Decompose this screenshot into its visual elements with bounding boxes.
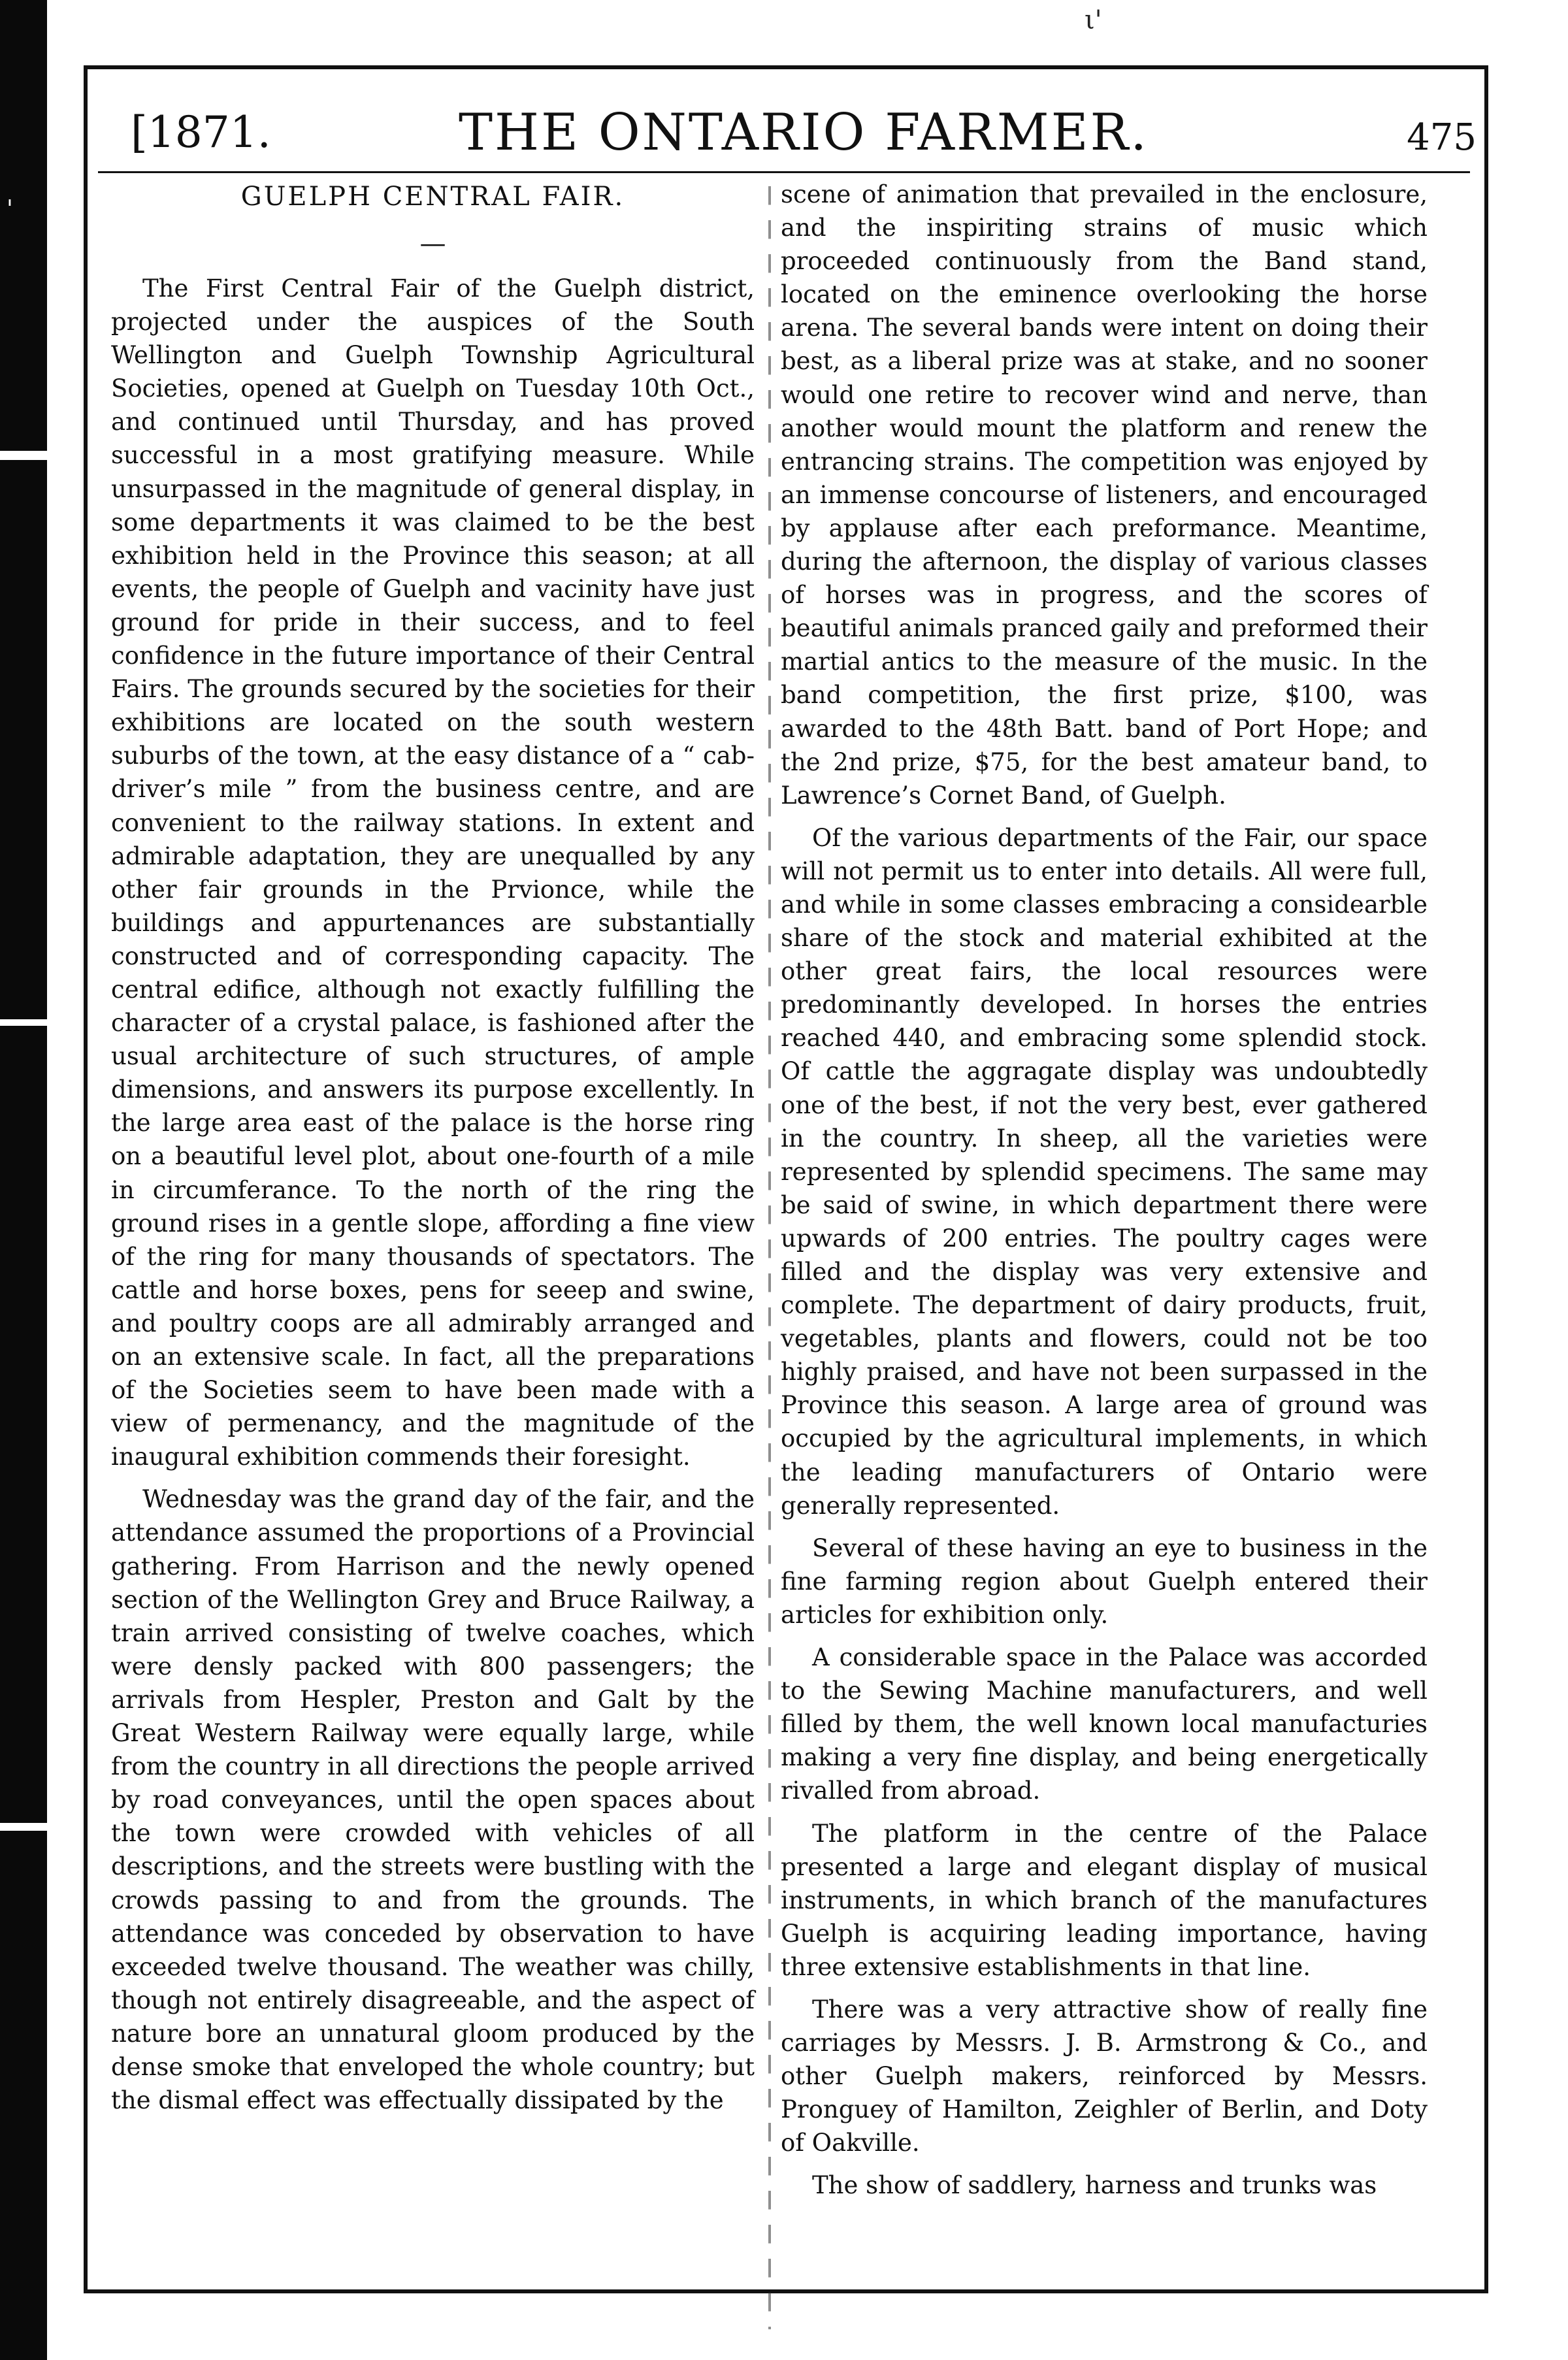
paragraph: The show of saddlery, harness and trunks was xyxy=(812,2171,1377,2200)
scan-mark: ι' xyxy=(1085,5,1102,35)
page-number: 475 xyxy=(1407,116,1477,159)
title-dash: — xyxy=(419,229,446,259)
frame-bottom-rule xyxy=(84,2289,1488,2293)
paragraph: Several of these having an eye to business in the fine farming region about Guelph entered their articles for exhibition only. xyxy=(781,1533,1428,1629)
frame-left-rule xyxy=(84,65,88,2293)
paragraph: The First Central Fair of the Guelph district, projected under the auspices of the South Wellington and Guelph Township Agricultural Societies, opened at Guelph on Tuesday 10th Oct., and continued until Thursday, and has proved successful in a most gratifying measure. While unsurpassed in the magnitude of general display, in some departments it was claimed to be the best exhibition held in the Province this season; at all events, the people of Guelph and vacinity have just ground for pride in their success, and to feel confidence in the future importance of their Central Fairs. The grounds secured by the societies for their exhibitions are located on the south western suburbs of the town, at the easy distance of a “ cab-driver’s mile ” from the business centre, and are convenient to the railway stations. In extent and admirable adaptation, they are unequalled by any other fair grounds in the Prvionce, while the buildings and appurtenances are substantially constructed and of corresponding capacity. The central edifice, although not exactly fulfilling the character of a crystal palace, is fashioned after the usual architecture of such structures, of ample dimensions, and answers its purpose excellently. In the large area east of the palace is the horse ring on a beautiful level plot, about one-fourth of a mile in circumferance. To the north of the ring the ground rises in a gentle slope, affording a fine view of the ring for many thousands of spectators. The cattle and horse boxes, pens for seeep and swine, and poultry coops are all admirably arranged and on an extensive scale. In fact, all the preparations of the Societies seem to have been made with a view of permenancy, and the magnitude of the inaugural exhibition commends their foresight. xyxy=(111,274,755,1471)
left-column xyxy=(111,178,755,2117)
header-underline xyxy=(98,171,1470,173)
frame-top-rule xyxy=(84,65,1488,69)
paragraph: Of the various departments of the Fair, our space will not permit us to enter into details. All were full, and while in some classes embracing a considearble share of the stock and material exhibited at the other great fairs, the local resources were predominantly developed. In horses the entries reached 440, and embracing some splendid stock. Of cattle the aggragate display was undoubtedly one of the best, if not the very best, ever gathered in the country. In sheep, all the varieties were represented by splendid specimens. The same may be said of swine, in which department there were upwards of 200 entries. The poultry cages were filled and the display was very extensive and complete. The department of dairy products, fruit, vegetables, plants and flowers, could not be too highly praised, and have not been surpassed in the Province this season. A large area of ground was occupied by the agricultural implements, in which the leading manufacturers of Ontario were generally represented. xyxy=(781,823,1428,1520)
paragraph: Wednesday was the grand day of the fair, and the attendance assumed the proportions of a Provincial gathering. From Harrison and the newly opened section of the Wellington Grey and Bruce Railway, a train arrived consisting of twelve coaches, which were densly packed with 800 passengers; the arrivals from Hespler, Preston and Galt by the Great Western Railway were equally large, while from the country in all directions the people arrived by road conveyances, until the open spaces about the town were crowded with vehicles of all descriptions, and the streets were bustling with the crowds passing to and from the grounds. The attendance was conceded by observation to have exceeded twelve thousand. The weather was chilly, though not entirely disagreeable, and the aspect of nature bore an unnatural gloom produced by the dense smoke that enveloped the whole country; but the dismal effect was effectually dissipated by the xyxy=(111,1485,755,2115)
spine-gap xyxy=(0,1019,47,1026)
paragraph: The platform in the centre of the Palace presented a large and elegant display of musical instruments, in which branch of the manufactures Guelph is acquiring leading importance, having three extensive establishments in that line. xyxy=(781,1819,1428,1981)
spine-gap xyxy=(0,1823,47,1831)
column-divider xyxy=(768,186,771,2329)
frame-right-rule xyxy=(1484,65,1488,2293)
right-column xyxy=(781,178,1428,2203)
journal-title: THE ONTARIO FARMER. xyxy=(458,103,1149,162)
header-date: [1871. xyxy=(131,107,271,157)
paragraph: scene of animation that prevailed in the enclosure, and the inspiriting strains of music which proceeded continuously from the Band stand, located on the eminence overlooking the horse arena. The several bands were intent on doing their best, as a liberal prize was at stake, and no sooner would one retire to recover wind and nerve, than another would mount the platform and renew the entrancing strains. The competition was enjoyed by an immense concourse of listeners, and encouraged by applause after each preformance. Meantime, during the afternoon, the display of various classes of horses was in progress, and the scores of beautiful animals pranced gaily and preformed their martial antics to the measure of the music. In the band competition, the first prize, $100, was awarded to the 48th Batt. band of Port Hope; and the 2nd prize, $75, for the best amateur band, to Lawrence’s Cornet Band, of Guelph. xyxy=(781,180,1428,810)
paragraph: A considerable space in the Palace was accorded to the Sewing Machine manufacturers, and well filled by them, the well known local manufacturies making a very fine display, and being energetically rivalled from abroad. xyxy=(781,1643,1428,1805)
scan-mark: ' xyxy=(7,196,13,223)
running-header xyxy=(131,97,1477,169)
binding-spine xyxy=(0,0,47,2360)
paragraph: There was a very attractive show of really fine carriages by Messrs. J. B. Armstrong & Co., and other Guelph makers, reinforced by Messrs. Pronguey of Hamilton, Zeighler of Berlin, and Doty of Oakville. xyxy=(781,1995,1428,2157)
spine-gap xyxy=(0,451,47,460)
article-title: GUELPH CENTRAL FAIR. xyxy=(240,182,625,212)
